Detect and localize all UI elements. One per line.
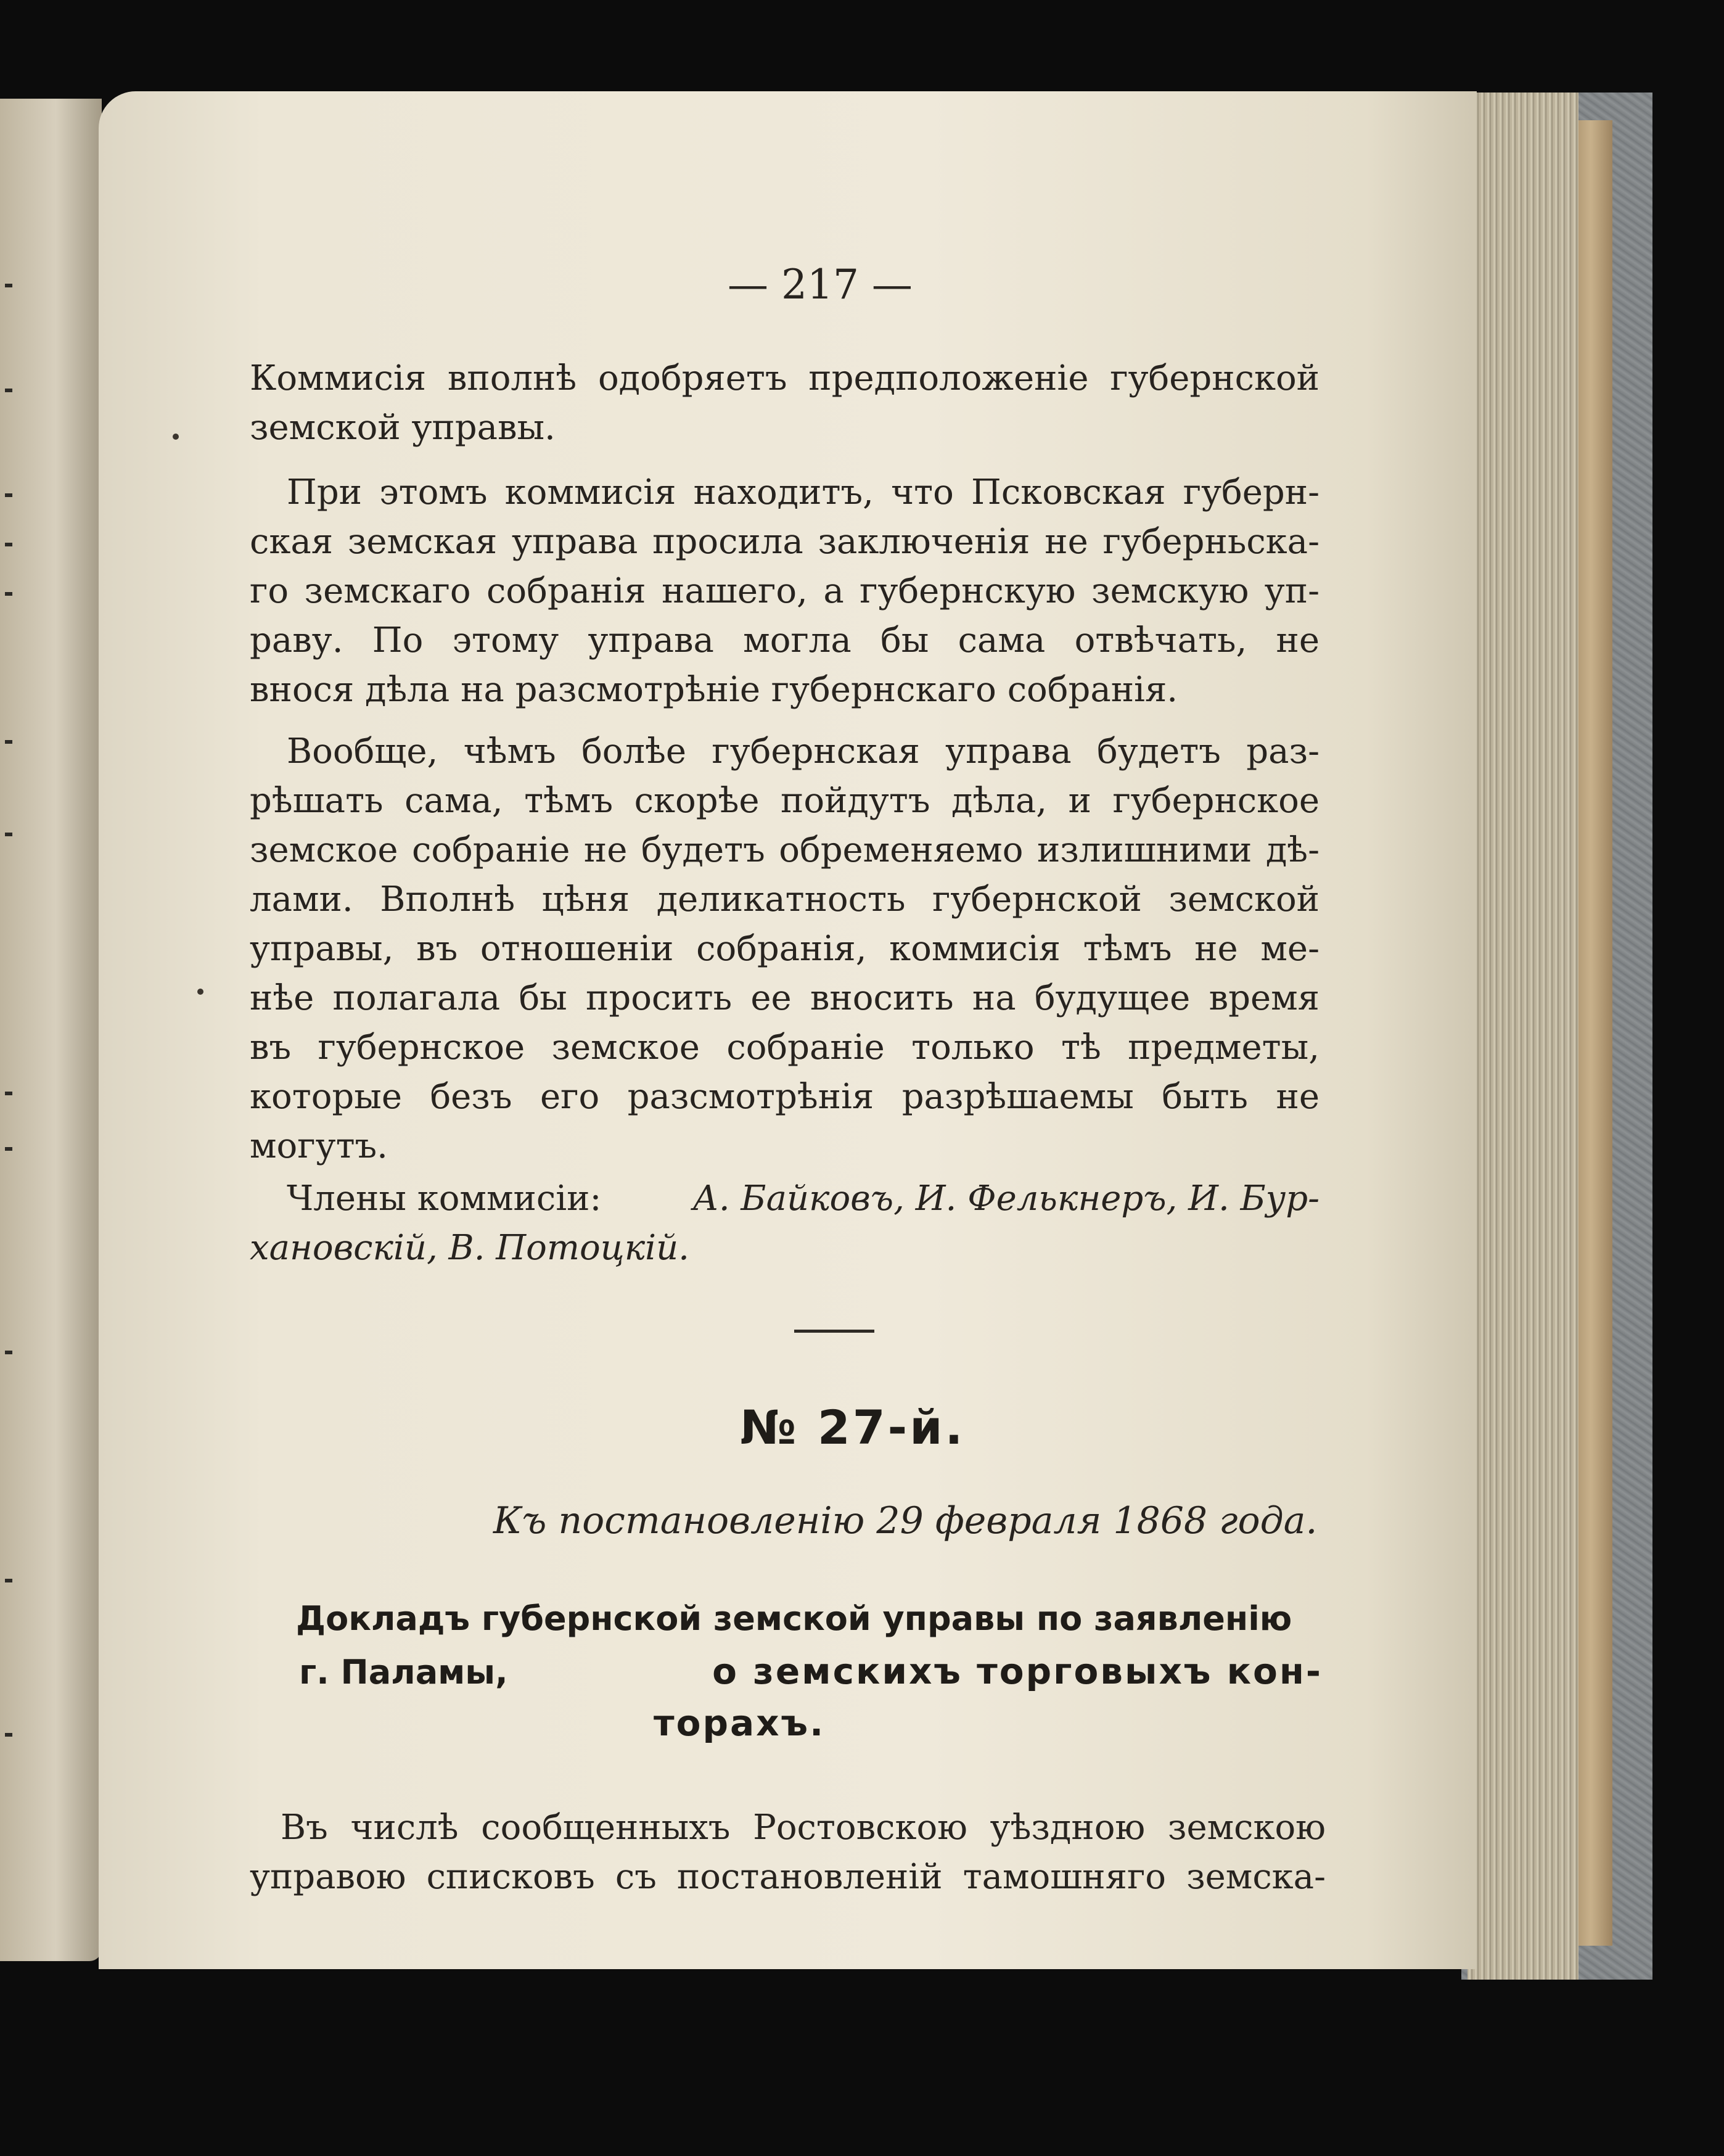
ink-spot [197, 989, 203, 995]
margin-mark [5, 389, 12, 392]
text-line: ская земская управа просила заключенія не губерньска- [250, 522, 1320, 562]
document-number: № 27-й. [740, 1400, 966, 1455]
heading-part-bold: о земскихъ торговыхъ кон- [712, 1650, 1323, 1692]
members-line [287, 1177, 1320, 1221]
text-line: рѣшать сама, тѣмъ скорѣе пойдутъ дѣла, и губернское [250, 781, 1320, 821]
text-line: земской управы. [250, 408, 556, 448]
margin-mark [5, 493, 12, 497]
margin-mark [5, 1092, 12, 1095]
text-line: которые безъ его разсмотрѣнія разрѣшаемы быть не [250, 1077, 1320, 1117]
left-page-edge [0, 99, 102, 1961]
text-line: въ губернское земское собраніе только тѣ предметы, [250, 1027, 1320, 1068]
ink-spot [173, 434, 179, 440]
members-names-cont: хановскій, В. Потоцкій. [250, 1228, 689, 1268]
text-line: го земскаго собранія нашего, а губернскую земскую уп- [250, 571, 1320, 611]
text-line: При этомъ коммисія находитъ, что Псковская губерн- [287, 472, 1320, 512]
text-line: Коммисія вполнѣ одобряетъ предположеніе губернской [250, 358, 1320, 398]
heading-part: г. Паламы, [299, 1653, 508, 1692]
text-line: нѣе полагала бы просить ее вносить на будущее время [250, 978, 1320, 1018]
margin-mark [5, 1351, 12, 1354]
margin-mark [5, 284, 12, 287]
report-heading: Докладъ губернской земской управы по заявленію [296, 1599, 1292, 1638]
text-line: внося дѣла на разсмотрѣніе губернскаго собранія. [250, 670, 1178, 710]
page-edges [1467, 93, 1578, 1980]
margin-mark [5, 592, 12, 596]
text-line: могутъ. [250, 1126, 388, 1166]
margin-mark [5, 740, 12, 744]
text-line: Вообще, чѣмъ болѣе губернская управа будетъ раз- [287, 731, 1320, 771]
text-line: лами. Вполнѣ цѣня деликатность губернской земской [250, 879, 1320, 920]
margin-mark [5, 833, 12, 836]
book-page [99, 91, 1477, 1969]
margin-mark [5, 1733, 12, 1737]
text-line: земское собраніе не будетъ обременяемо излишними дѣ- [250, 830, 1320, 870]
text-line: управою списковъ съ постановленій тамошняго земска- [250, 1857, 1326, 1897]
text-line: Въ числѣ сообщенныхъ Ростовскою уѣздною земскою [281, 1808, 1326, 1848]
report-heading-line2 [299, 1650, 1323, 1692]
margin-mark [5, 543, 12, 546]
members-label: Члены коммисіи: [287, 1179, 602, 1219]
margin-mark [5, 1147, 12, 1151]
members-names: А. Байковъ, И. Фелькнеръ, И. Бур- [692, 1179, 1320, 1219]
text-line: управы, въ отношеніи собранія, коммисія тѣмъ не ме- [250, 929, 1320, 969]
section-rule [794, 1330, 874, 1333]
report-heading-line3: торахъ. [654, 1702, 826, 1744]
text-line: раву. По этому управа могла бы сама отвѣчать, не [250, 620, 1320, 660]
page-number: — 217 — [728, 261, 913, 308]
margin-mark [5, 1579, 12, 1582]
resolution-line: Къ постановленію 29 февраля 1868 года. [493, 1499, 1318, 1542]
